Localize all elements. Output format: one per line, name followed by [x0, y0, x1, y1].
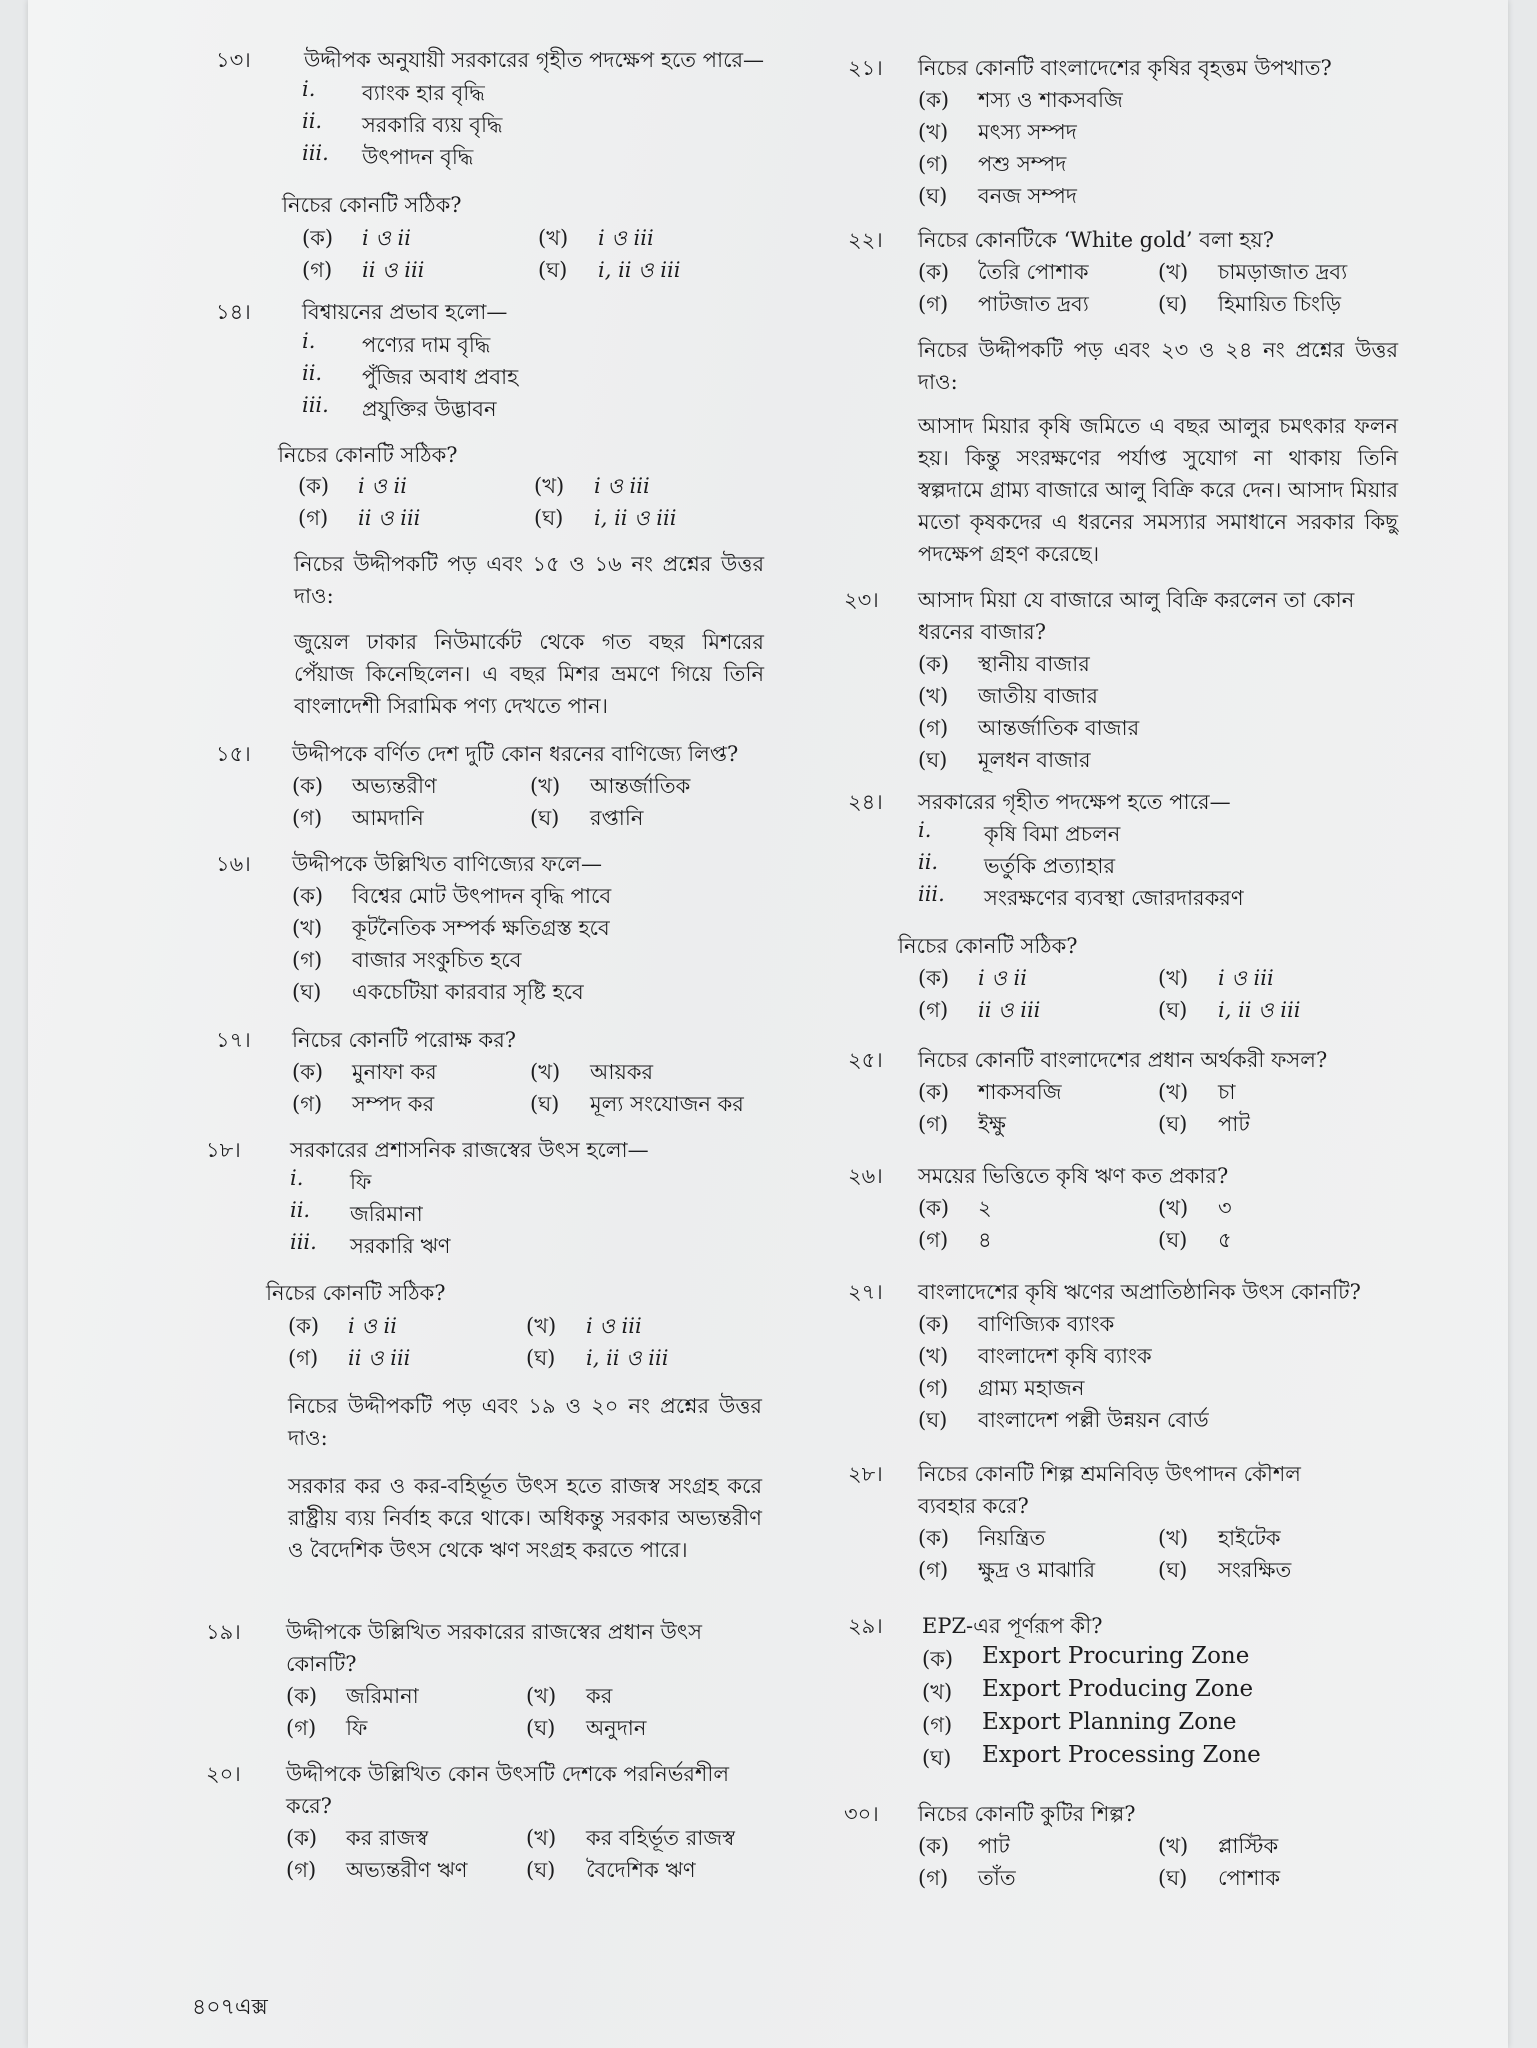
option-text: ii ও iii	[362, 258, 425, 282]
statement-marker: iii.	[302, 141, 329, 165]
option-label: (গ)	[292, 948, 323, 972]
option-label: (গ)	[292, 806, 323, 830]
option-text: প্লাস্টিক	[1218, 1834, 1279, 1858]
option-label: (ক)	[918, 652, 950, 676]
question-text: উদ্দীপকে বর্ণিত দেশ দুটি কোন ধরনের বাণিজ্যে লিপ্ত?	[292, 742, 739, 766]
option-text: কর বহির্ভূত রাজস্ব	[586, 1826, 735, 1850]
option-label: (ঘ)	[526, 1858, 556, 1882]
statement-text: সরকারি ঋণ	[350, 1234, 451, 1258]
question-text: সরকারের গৃহীত পদক্ষেপ হতে পারে—	[918, 790, 1231, 814]
statement-text: কৃষি বিমা প্রচলন	[984, 822, 1121, 846]
question-text: নিচের কোনটিকে ‘White gold’ বলা হয়?	[918, 228, 1275, 252]
option-label: (খ)	[1158, 260, 1189, 284]
statement-text: উৎপাদন বৃদ্ধি	[362, 145, 474, 169]
which-correct: নিচের কোনটি সঠিক?	[278, 443, 458, 467]
question-text: নিচের কোনটি কুটির শিল্প?	[918, 1802, 1136, 1826]
question-number: ১৪।	[216, 300, 251, 324]
question-text: উদ্দীপক অনুযায়ী সরকারের গৃহীত পদক্ষেপ হতে পারে—	[304, 48, 765, 72]
option-text: চা	[1218, 1080, 1236, 1104]
question-text: বিশ্বায়নের প্রভাব হলো—	[302, 300, 508, 324]
option-text: i, ii ও iii	[1218, 998, 1301, 1022]
option-text: i ও ii	[362, 226, 411, 250]
option-text: কূটনৈতিক সম্পর্ক ক্ষতিগ্রস্ত হবে	[352, 916, 610, 940]
stimulus-body: সরকার কর ও কর-বহির্ভূত উৎস হতে রাজস্ব সংগ্রহ করে রাষ্ট্রীয় ব্যয় নির্বাহ করে থাকে। অধিকন্তু সরকার অভ্যন্তরীণ ও বৈদেশিক উৎস থেকে ঋণ সংগ্রহ করতে পারে।	[288, 1474, 762, 1562]
option-label: (গ)	[286, 1716, 317, 1740]
option-label: (ক)	[286, 1684, 318, 1708]
question-text: নিচের কোনটি পরোক্ষ কর?	[292, 1028, 517, 1052]
option-text: ii ও iii	[358, 506, 421, 530]
statement-text: পুঁজির অবাধ প্রবাহ	[362, 365, 519, 389]
option-text: একচেটিয়া কারবার সৃষ্টি হবে	[352, 980, 584, 1004]
question-number: ২১।	[848, 56, 883, 80]
statement-marker: ii.	[918, 850, 939, 874]
option-label: (গ)	[918, 152, 949, 176]
statement-marker: i.	[302, 77, 316, 101]
option-label: (ঘ)	[292, 980, 322, 1004]
option-text: অভ্যন্তরীণ	[352, 774, 437, 798]
option-text: আয়কর	[590, 1060, 654, 1084]
which-correct: নিচের কোনটি সঠিক?	[898, 934, 1078, 958]
option-text: পোশাক	[1218, 1866, 1281, 1890]
option-label: (গ)	[922, 1713, 953, 1737]
exam-page	[28, 0, 1508, 2048]
question-number: ২৭।	[848, 1280, 883, 1304]
statement-text: প্রযুক্তির উদ্ভাবন	[362, 397, 497, 421]
option-label: (খ)	[918, 1344, 949, 1368]
option-label: (খ)	[526, 1314, 557, 1338]
option-label: (ক)	[918, 966, 950, 990]
option-text: হিমায়িত চিংড়ি	[1218, 292, 1341, 316]
option-label: (খ)	[526, 1826, 557, 1850]
question-text: নিচের কোনটি বাংলাদেশের প্রধান অর্থকরী ফসল?	[918, 1048, 1328, 1072]
statement-marker: ii.	[302, 361, 323, 385]
statement-marker: i.	[302, 329, 316, 353]
option-text: i ও ii	[358, 474, 407, 498]
question-number: ২৯।	[848, 1614, 883, 1638]
option-text: বাণিজ্যিক ব্যাংক	[978, 1312, 1115, 1336]
which-correct: নিচের কোনটি সঠিক?	[266, 1281, 446, 1305]
option-text: বৈদেশিক ঋণ	[586, 1858, 696, 1882]
question-text: সময়ের ভিত্তিতে কৃষি ঋণ কত প্রকার?	[918, 1164, 1229, 1188]
option-text: ২	[978, 1196, 992, 1220]
option-text: i, ii ও iii	[598, 258, 681, 282]
option-label: (ঘ)	[918, 748, 948, 772]
option-label: (খ)	[1158, 1080, 1189, 1104]
option-text: সম্পদ কর	[352, 1092, 435, 1116]
option-label: (খ)	[1158, 1834, 1189, 1858]
option-text: তাঁত	[978, 1866, 1016, 1890]
option-label: (ক)	[918, 1080, 950, 1104]
stimulus-body: জুয়েল ঢাকার নিউমার্কেট থেকে গত বছর মিশরের পেঁয়াজ কিনেছিলেন। এ বছর মিশর ভ্রমণে গিয়ে তিনি বাংলাদেশী সিরামিক পণ্য দেখতে পান।	[294, 630, 764, 718]
question-number: ২৩।	[844, 588, 879, 612]
option-text: Export Planning Zone	[982, 1709, 1237, 1735]
question-number: ২৫।	[848, 1048, 883, 1072]
option-text: ৫	[1218, 1228, 1232, 1252]
option-label: (খ)	[538, 226, 569, 250]
option-text: মূল্য সংযোজন কর	[590, 1092, 744, 1116]
question-text: উদ্দীপকে উল্লিখিত বাণিজ্যের ফলে—	[292, 852, 602, 876]
option-text: পশু সম্পদ	[978, 152, 1067, 176]
option-text: ii ও iii	[348, 1346, 411, 1370]
option-text: i ও iii	[598, 226, 654, 250]
statement-text: জরিমানা	[350, 1202, 423, 1226]
stimulus-intro: নিচের উদ্দীপকটি পড় এবং ২৩ ও ২৪ নং প্রশ্নের উত্তর দাও:	[918, 338, 1398, 394]
question-text: EPZ-এর পূর্ণরূপ কী?	[922, 1614, 1103, 1638]
option-label: (ঘ)	[1158, 1112, 1188, 1136]
option-text: গ্রাম্য মহাজন	[978, 1376, 1085, 1400]
option-text: বাজার সংকুচিত হবে	[352, 948, 522, 972]
option-text: Export Processing Zone	[982, 1742, 1261, 1768]
option-text: ইক্ষু	[978, 1112, 1006, 1136]
option-label: (ঘ)	[534, 506, 564, 530]
option-label: (ক)	[918, 1312, 950, 1336]
option-text: মৎস্য সম্পদ	[978, 120, 1077, 144]
option-label: (ক)	[922, 1647, 954, 1671]
question-text: আসাদ মিয়া যে বাজারে আলু বিক্রি করলেন তা কোন ধরনের বাজার?	[918, 588, 1355, 644]
option-text: i, ii ও iii	[586, 1346, 669, 1370]
option-text: অনুদান	[586, 1716, 647, 1740]
option-text: ii ও iii	[978, 998, 1041, 1022]
option-label: (গ)	[302, 258, 333, 282]
option-text: অভ্যন্তরীণ ঋণ	[346, 1858, 468, 1882]
option-label: (ঘ)	[530, 806, 560, 830]
option-label: (ঘ)	[530, 1092, 560, 1116]
option-text: বাংলাদেশ কৃষি ব্যাংক	[978, 1344, 1152, 1368]
option-label: (গ)	[918, 716, 949, 740]
option-label: (ক)	[918, 88, 950, 112]
option-text: Export Procuring Zone	[982, 1643, 1250, 1669]
option-label: (খ)	[922, 1680, 953, 1704]
option-label: (ঘ)	[1158, 292, 1188, 316]
option-text: শস্য ও শাকসবজি	[978, 88, 1123, 112]
option-text: শাকসবজি	[978, 1080, 1062, 1104]
option-text: ৪	[978, 1228, 992, 1252]
question-number: ৩০।	[844, 1802, 879, 1826]
question-number: ২২।	[848, 228, 883, 252]
option-text: ফি	[346, 1716, 368, 1740]
statement-marker: ii.	[302, 109, 323, 133]
option-text: বাংলাদেশ পল্লী উন্নয়ন বোর্ড	[978, 1408, 1209, 1432]
option-label: (গ)	[918, 1558, 949, 1582]
option-label: (ঘ)	[918, 1408, 948, 1432]
statement-text: পণ্যের দাম বৃদ্ধি	[362, 333, 491, 357]
option-label: (ক)	[286, 1826, 318, 1850]
option-text: রপ্তানি	[590, 806, 644, 830]
question-number: ২৬।	[848, 1164, 883, 1188]
option-text: কর রাজস্ব	[346, 1826, 429, 1850]
stimulus-intro: নিচের উদ্দীপকটি পড় এবং ১৯ ও ২০ নং প্রশ্নের উত্তর দাও:	[288, 1394, 762, 1450]
option-text: ৩	[1218, 1196, 1232, 1220]
option-text: পাট	[978, 1834, 1010, 1858]
option-label: (ঘ)	[538, 258, 568, 282]
option-text: Export Producing Zone	[982, 1676, 1254, 1702]
option-label: (ক)	[918, 1834, 950, 1858]
option-label: (ক)	[292, 884, 324, 908]
option-label: (গ)	[918, 1112, 949, 1136]
statement-marker: i.	[290, 1166, 304, 1190]
option-text: আমদানি	[352, 806, 424, 830]
statement-text: সরকারি ব্যয় বৃদ্ধি	[362, 113, 503, 137]
option-text: মুনাফা কর	[352, 1060, 437, 1084]
statement-marker: iii.	[302, 393, 329, 417]
option-label: (ক)	[292, 774, 324, 798]
option-label: (ঘ)	[918, 184, 948, 208]
option-label: (খ)	[534, 474, 565, 498]
question-number: ১৮।	[206, 1138, 241, 1162]
option-text: বনজ সম্পদ	[978, 184, 1077, 208]
option-label: (ক)	[292, 1060, 324, 1084]
option-text: i ও iii	[594, 474, 650, 498]
option-text: i ও ii	[348, 1314, 397, 1338]
option-text: তৈরি পোশাক	[978, 260, 1089, 284]
option-label: (খ)	[918, 684, 949, 708]
option-label: (গ)	[286, 1858, 317, 1882]
option-label: (খ)	[918, 120, 949, 144]
question-text: বাংলাদেশের কৃষি ঋণের অপ্রাতিষ্ঠানিক উৎস কোনটি?	[918, 1280, 1361, 1304]
option-label: (খ)	[526, 1684, 557, 1708]
question-number: ২৪।	[848, 790, 883, 814]
option-label: (গ)	[918, 1228, 949, 1252]
option-label: (গ)	[292, 1092, 323, 1116]
option-label: (খ)	[530, 774, 561, 798]
statement-marker: ii.	[290, 1198, 311, 1222]
question-text: সরকারের প্রশাসনিক রাজস্বের উৎস হলো—	[290, 1138, 649, 1162]
question-number: ১৯।	[206, 1620, 241, 1644]
question-text: নিচের কোনটি বাংলাদেশের কৃষির বৃহত্তম উপখাত?	[918, 56, 1332, 80]
option-label: (ঘ)	[1158, 1228, 1188, 1252]
option-label: (খ)	[1158, 1196, 1189, 1220]
option-label: (গ)	[918, 998, 949, 1022]
option-label: (খ)	[1158, 966, 1189, 990]
option-label: (খ)	[1158, 1526, 1189, 1550]
option-text: i ও ii	[978, 966, 1027, 990]
option-label: (ক)	[918, 1196, 950, 1220]
option-label: (ক)	[298, 474, 330, 498]
which-correct: নিচের কোনটি সঠিক?	[282, 193, 462, 217]
option-text: i, ii ও iii	[594, 506, 677, 530]
option-text: পাট	[1218, 1112, 1250, 1136]
option-text: আন্তর্জাতিক	[590, 774, 691, 798]
statement-marker: iii.	[290, 1230, 317, 1254]
option-label: (ক)	[918, 260, 950, 284]
option-label: (গ)	[298, 506, 329, 530]
option-label: (ঘ)	[922, 1746, 952, 1770]
option-text: i ও iii	[1218, 966, 1274, 990]
option-text: জাতীয় বাজার	[978, 684, 1098, 708]
statement-text: ব্যাংক হার বৃদ্ধি	[362, 81, 485, 105]
option-label: (ঘ)	[526, 1346, 556, 1370]
option-text: জরিমানা	[346, 1684, 419, 1708]
option-text: স্থানীয় বাজার	[978, 652, 1090, 676]
question-number: ১৫।	[216, 742, 251, 766]
question-number: ২৮।	[848, 1462, 883, 1486]
option-label: (ঘ)	[526, 1716, 556, 1740]
option-text: আন্তর্জাতিক বাজার	[978, 716, 1140, 740]
option-text: i ও iii	[586, 1314, 642, 1338]
option-text: নিয়ন্ত্রিত	[978, 1526, 1046, 1550]
option-text: ক্ষুদ্র ও মাঝারি	[978, 1558, 1096, 1582]
question-number: ১৩।	[216, 48, 251, 72]
option-label: (ক)	[302, 226, 334, 250]
option-text: সংরক্ষিত	[1218, 1558, 1292, 1582]
question-text: নিচের কোনটি শিল্প শ্রমনিবিড় উৎপাদন কৌশল ব্যবহার করে?	[918, 1462, 1301, 1518]
option-text: বিশ্বের মোট উৎপাদন বৃদ্ধি পাবে	[352, 884, 612, 908]
option-text: পাটজাত দ্রব্য	[978, 292, 1089, 316]
option-label: (গ)	[918, 1866, 949, 1890]
statement-marker: i.	[918, 818, 932, 842]
option-label: (গ)	[918, 1376, 949, 1400]
option-label: (ঘ)	[1158, 998, 1188, 1022]
question-number: ১৭।	[216, 1028, 251, 1052]
option-text: মূলধন বাজার	[978, 748, 1091, 772]
option-text: কর	[586, 1684, 613, 1708]
statement-text: ভর্তুকি প্রত্যাহার	[984, 854, 1116, 878]
stimulus-intro: নিচের উদ্দীপকটি পড় এবং ১৫ ও ১৬ নং প্রশ্নের উত্তর দাও:	[294, 552, 764, 608]
question-text: উদ্দীপকে উল্লিখিত সরকারের রাজস্বের প্রধান উৎস কোনটি?	[286, 1620, 702, 1676]
option-text: চামড়াজাত দ্রব্য	[1218, 260, 1348, 284]
option-text: হাইটেক	[1218, 1526, 1281, 1550]
option-label: (গ)	[288, 1346, 319, 1370]
statement-text: সংরক্ষণের ব্যবস্থা জোরদারকরণ	[984, 886, 1244, 910]
option-label: (গ)	[918, 292, 949, 316]
question-number: ২০।	[206, 1762, 241, 1786]
statement-marker: iii.	[918, 882, 945, 906]
statement-text: ফি	[350, 1170, 372, 1194]
question-text: উদ্দীপকে উল্লিখিত কোন উৎসটি দেশকে পরনির্ভরশীল করে?	[286, 1762, 729, 1818]
page-footer-code: ৪০৭এক্স	[192, 1995, 268, 2020]
question-number: ১৬।	[216, 852, 251, 876]
option-label: (ঘ)	[1158, 1866, 1188, 1890]
option-label: (ক)	[288, 1314, 320, 1338]
option-label: (খ)	[530, 1060, 561, 1084]
option-label: (খ)	[292, 916, 323, 940]
option-label: (ঘ)	[1158, 1558, 1188, 1582]
option-label: (ক)	[918, 1526, 950, 1550]
stimulus-body: আসাদ মিয়ার কৃষি জমিতে এ বছর আলুর চমৎকার ফলন হয়। কিন্তু সংরক্ষণের পর্যাপ্ত সুযোগ না থাকায় তিনি স্বল্পদামে গ্রাম্য বাজারে আলু বিক্রি করে দেন। আসাদ মিয়ার মতো কৃষকদের এ ধরনের সমস্যার সমাধানে সরকার কিছু পদক্ষেপ গ্রহণ করেছে।	[918, 414, 1398, 566]
